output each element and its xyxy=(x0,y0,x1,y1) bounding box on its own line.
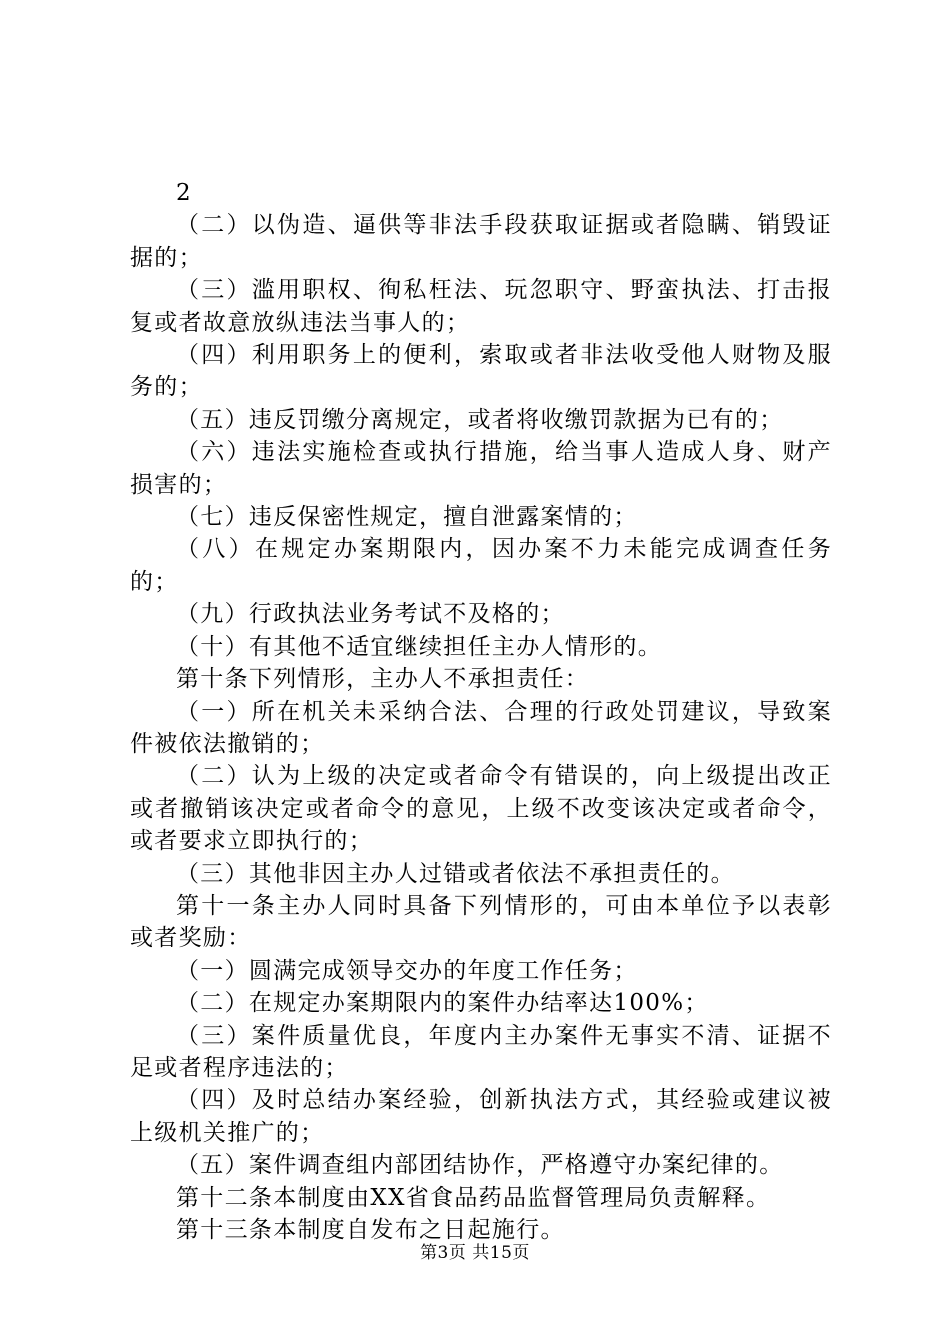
paragraph-item-4: （四）利用职务上的便利，索取或者非法收受他人财物及服务的； xyxy=(130,342,832,401)
paragraph-item-8: （八）在规定办案期限内，因办案不力未能完成调查任务的； xyxy=(130,536,832,595)
article-10-heading: 第十条下列情形，主办人不承担责任： xyxy=(176,666,590,693)
paragraph-item-10: （十）有其他不适宜继续担任主办人情形的。 xyxy=(176,633,662,660)
article-11-heading: 第十一条主办人同时具备下列情形的，可由本单位予以表彰或者奖励： xyxy=(130,892,832,952)
article-11-item-2: （二）在规定办案期限内的案件办结率达100%； xyxy=(176,990,709,1017)
article-10-item-1: （一）所在机关未采纳合法、合理的行政处罚建议，导致案件被依法撤销的； xyxy=(130,698,832,757)
article-11-item-3: （三）案件质量优良，年度内主办案件无事实不清、证据不足或者程序违法的； xyxy=(130,1022,832,1081)
paragraph-page-marker: 2 xyxy=(176,180,191,206)
paragraph-item-2: （二）以伪造、逼供等非法手段获取证据或者隐瞒、销毁证据的； xyxy=(130,212,832,271)
document-body xyxy=(130,177,832,1246)
paragraph-item-3: （三）滥用职权、徇私枉法、玩忽职守、野蛮执法、打击报复或者故意放纵违法当事人的； xyxy=(130,277,832,336)
paragraph-item-9: （九）行政执法业务考试不及格的； xyxy=(176,601,565,628)
article-13: 第十三条本制度自发布之日起施行。 xyxy=(176,1217,565,1243)
article-11-item-4: （四）及时总结办案经验，创新执法方式，其经验或建议被上级机关推广的； xyxy=(130,1087,832,1146)
paragraph-item-5: （五）违反罚缴分离规定，或者将收缴罚款据为已有的； xyxy=(176,406,784,433)
page-footer: 第3页 共15页 xyxy=(420,1243,530,1263)
paragraph-item-6: （六）违法实施检查或执行措施，给当事人造成人身、财产损害的； xyxy=(130,439,832,498)
article-10-item-3: （三）其他非因主办人过错或者依法不承担责任的。 xyxy=(176,860,735,887)
article-11-item-1: （一）圆满完成领导交办的年度工作任务； xyxy=(176,957,638,984)
article-11-item-5: （五）案件调查组内部团结协作，严格遵守办案纪律的。 xyxy=(176,1152,784,1179)
article-12: 第十二条本制度由XX省食品药品监督管理局负责解释。 xyxy=(176,1184,771,1211)
paragraph-item-7: （七）违反保密性规定，擅自泄露案情的； xyxy=(176,504,638,531)
article-10-item-2: （二）认为上级的决定或者命令有错误的，向上级提出改正或者撤销该决定或者命令的意见，上级不改变该决定或者命令，或者要求立即执行的； xyxy=(130,763,832,855)
